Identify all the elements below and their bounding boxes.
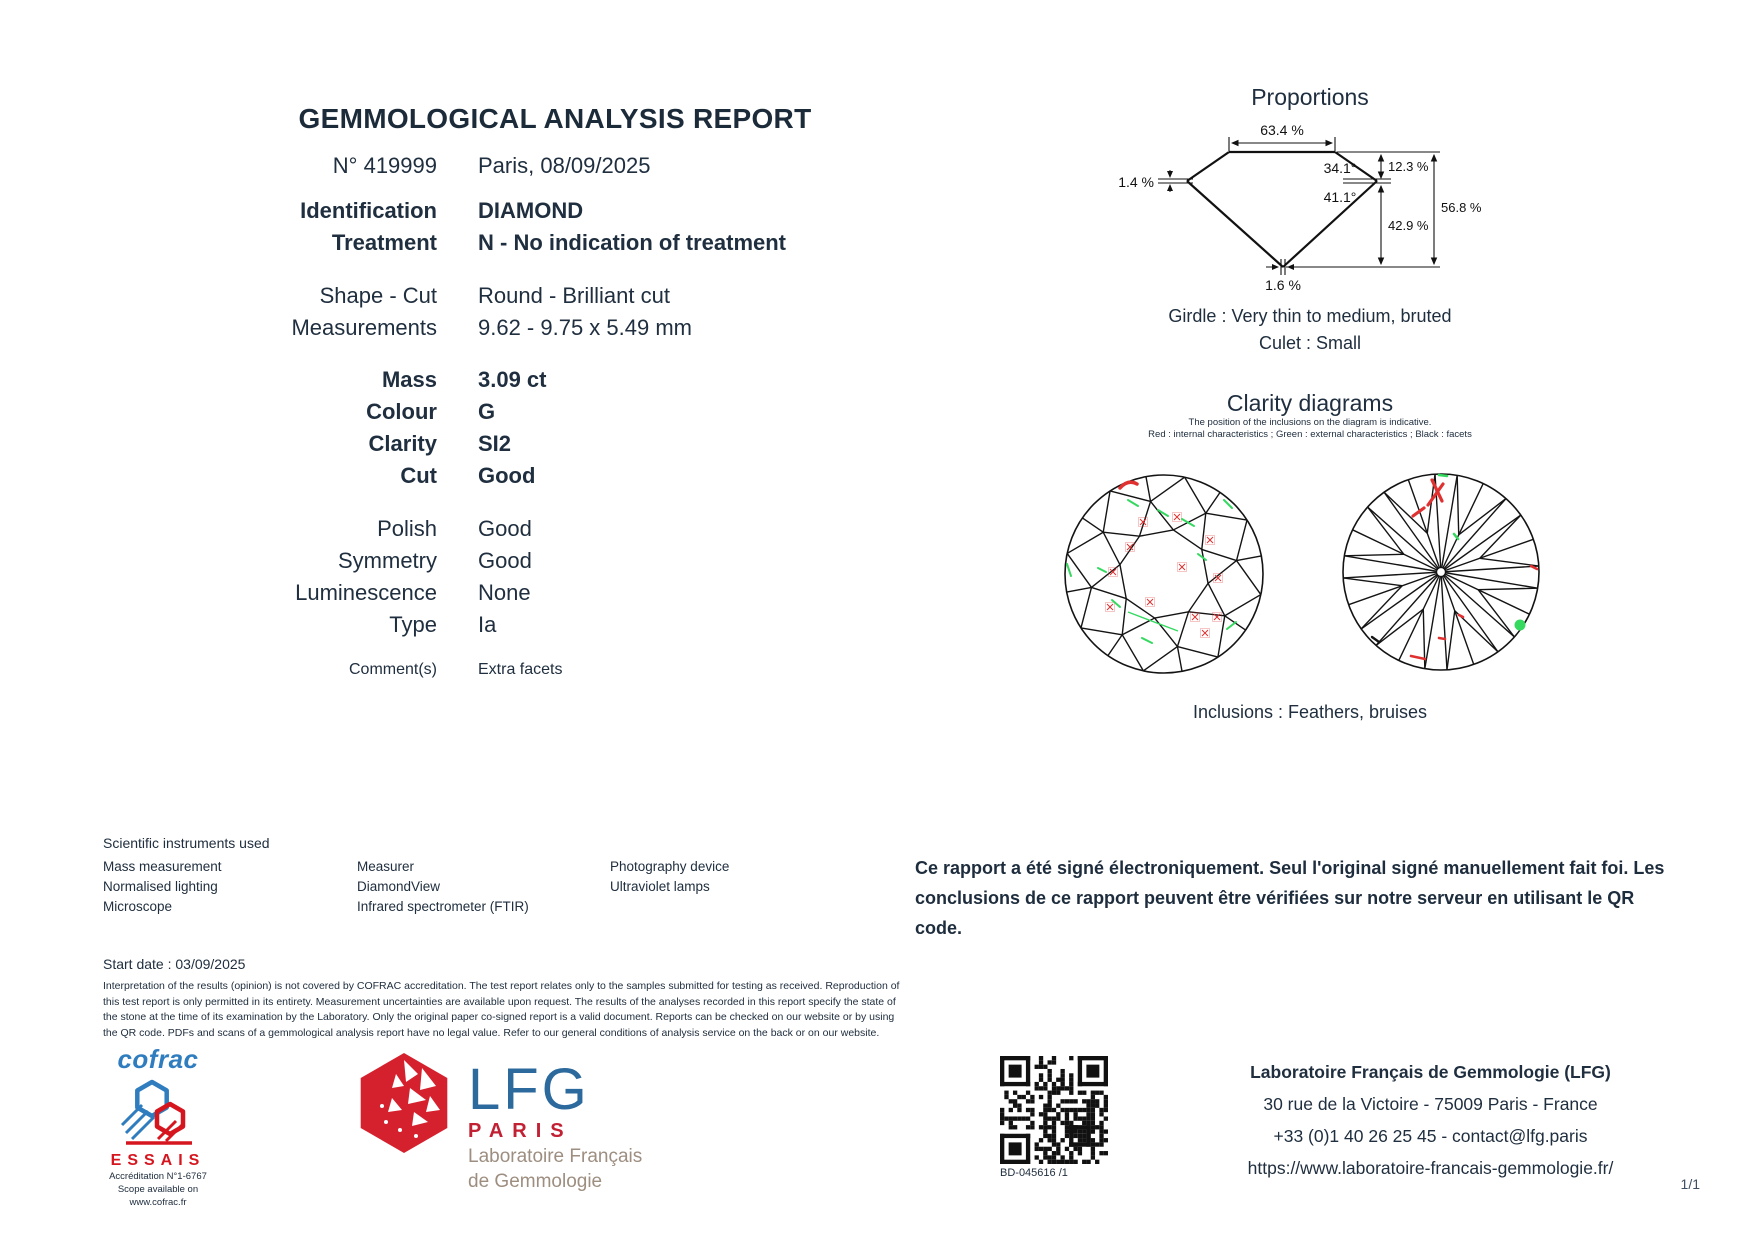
field-row (90, 312, 990, 344)
instrument-item: Mass measurement (103, 859, 222, 874)
clarity-note-1: The position of the inclusions on the diagram is indicative. (1188, 417, 1432, 428)
lfg-subtitle-line1: Laboratoire Français (468, 1146, 643, 1167)
signature-note: Ce rapport a été signé électroniquement. Seul l'original signé manuellement fait foi. Les conclusions de ce rapport peuvent être vérifiées sur notre serveur en utilisant le QR code. (915, 858, 1665, 938)
field-label: N° 419999 (332, 153, 437, 178)
culet-description: Culet : Small (1258, 333, 1362, 353)
field-value: N - No indication of treatment (478, 230, 786, 255)
field-value: Paris, 08/09/2025 (478, 153, 651, 178)
cofrac-logo (95, 1044, 221, 1209)
field-row (90, 396, 990, 428)
start-date: Start date : 03/09/2025 (103, 956, 246, 972)
inclusions-text: Inclusions : Feathers, bruises (1192, 702, 1428, 722)
cofrac-accreditation: Accréditation N°1-6767 (109, 1171, 207, 1182)
field-row (90, 428, 990, 460)
field-label: Measurements (291, 315, 437, 340)
instrument-item: Measurer (357, 859, 415, 874)
field-label: Comment(s) (348, 661, 437, 678)
lab-address: 30 rue de la Victoire - 75009 Paris - France (1263, 1094, 1598, 1114)
report-fields (90, 150, 990, 683)
field-value: 9.62 - 9.75 x 5.49 mm (478, 315, 692, 340)
field-label: Shape - Cut (319, 283, 437, 308)
clarity-note-2: Red : internal characteristics ; Green : external characteristics ; Black : facets (1148, 429, 1472, 440)
field-label: Cut (400, 463, 437, 488)
girdle-thickness-label: 1.4 % (1118, 174, 1154, 190)
lab-name: Laboratoire Français de Gemmologie (LFG) (1250, 1062, 1611, 1082)
pavilion-angle-label: 41.1° (1323, 189, 1357, 205)
cofrac-scope-line1: Scope available on (117, 1184, 199, 1195)
total-depth-label: 56.8 % (1441, 200, 1482, 215)
field-label: Identification (300, 198, 437, 223)
field-label: Symmetry (338, 548, 437, 573)
field-value: None (478, 580, 531, 605)
table-width-label: 63.4 % (1260, 122, 1304, 138)
clarity-diagram-crown-view (1058, 468, 1270, 680)
lab-website: https://www.laboratoire-francais-gemmologie.fr/ (1247, 1158, 1614, 1178)
field-value: Ia (478, 612, 497, 637)
field-value: G (478, 399, 496, 424)
crown-height-label: 12.3 % (1388, 159, 1429, 174)
lfg-logo-text (468, 1050, 642, 1193)
lab-phone-email: +33 (0)1 40 26 25 45 - contact@lfg.paris (1273, 1126, 1588, 1146)
field-value: Extra facets (478, 661, 563, 678)
culet-size-label: 1.6 % (1265, 277, 1301, 293)
proportions-heading: Proportions (1251, 84, 1369, 110)
lfg-city: PARIS (468, 1120, 573, 1142)
girdle-description: Girdle : Very thin to medium, bruted (1168, 306, 1452, 326)
proportions-profile-diagram (1100, 120, 1520, 298)
lfg-acronym: LFG (468, 1057, 590, 1122)
page-number: 1/1 (1680, 1176, 1700, 1192)
field-row (90, 460, 990, 492)
instrument-item: DiamondView (357, 879, 441, 894)
crown-angle-label: 34.1° (1323, 160, 1357, 176)
lfg-hexagon-icon (356, 1050, 452, 1156)
field-label: Type (389, 612, 437, 637)
instrument-item: Normalised lighting (103, 879, 218, 894)
field-value: SI2 (478, 431, 512, 456)
field-row (90, 227, 990, 259)
field-value: 3.09 ct (478, 367, 547, 392)
page-title: GEMMOLOGICAL ANALYSIS REPORT (298, 102, 812, 134)
field-row (90, 150, 990, 182)
field-row (90, 195, 990, 227)
field-value: Good (478, 516, 532, 541)
cofrac-scope-line2: www.cofrac.fr (129, 1197, 187, 1208)
lab-contact-block (1158, 1056, 1703, 1184)
instruments-column (103, 857, 357, 917)
legal-disclaimer: Interpretation of the results (opinion) is not covered by COFRAC accreditation. The test report relates only to the samples submitted for testing as received. Reproduction of this test report is only permitted in its entirety. Measurement uncertainties are available upon request. The results of the analyses recorded in this report specify the state of the stone at the time of its examination by the Laboratory. Only the original paper co-signed report is a valid document. Reports can be checked on our website or by using the QR code. PDFs and scans of a gemmological analysis report have no legal value. Refer to our general conditions of analysis service on the back or on our website. (103, 980, 900, 1039)
qr-code-label: BD-045616 /1 (1000, 1167, 1068, 1179)
field-row (90, 280, 990, 312)
field-label: Polish (377, 516, 437, 541)
field-label: Clarity (368, 431, 437, 456)
field-label: Colour (366, 399, 437, 424)
clarity-heading: Clarity diagrams (1226, 390, 1394, 416)
field-label: Luminescence (295, 580, 437, 605)
field-value: Good (478, 548, 532, 573)
instrument-item: Infrared spectrometer (FTIR) (357, 899, 529, 914)
instruments-column (610, 857, 864, 917)
instrument-item: Photography device (610, 859, 730, 874)
cofrac-hexagons-icon (116, 1075, 200, 1145)
field-row (90, 364, 990, 396)
instruments-columns (103, 857, 923, 917)
pavilion-depth-label: 42.9 % (1388, 218, 1429, 233)
field-row (90, 657, 990, 683)
instruments-column (357, 857, 610, 917)
instrument-item: Microscope (103, 899, 173, 914)
instrument-item: Ultraviolet lamps (610, 879, 710, 894)
field-value: Good (478, 463, 536, 488)
field-label: Treatment (331, 230, 437, 255)
field-value: Round - Brilliant cut (478, 283, 670, 308)
cofrac-wordmark: cofrac (117, 1044, 199, 1074)
field-value: DIAMOND (478, 198, 584, 223)
field-row (90, 545, 990, 577)
lfg-logo (356, 1050, 642, 1193)
instruments-heading: Scientific instruments used (103, 835, 270, 851)
field-row (90, 577, 990, 609)
field-label: Mass (381, 367, 437, 392)
field-row (90, 609, 990, 641)
lfg-subtitle-line2: de Gemmologie (468, 1171, 603, 1192)
clarity-diagram-pavilion-view (1336, 467, 1546, 677)
field-row (90, 513, 990, 545)
cofrac-essais-label: ESSAIS (110, 1152, 206, 1169)
qr-code (1000, 1056, 1108, 1164)
